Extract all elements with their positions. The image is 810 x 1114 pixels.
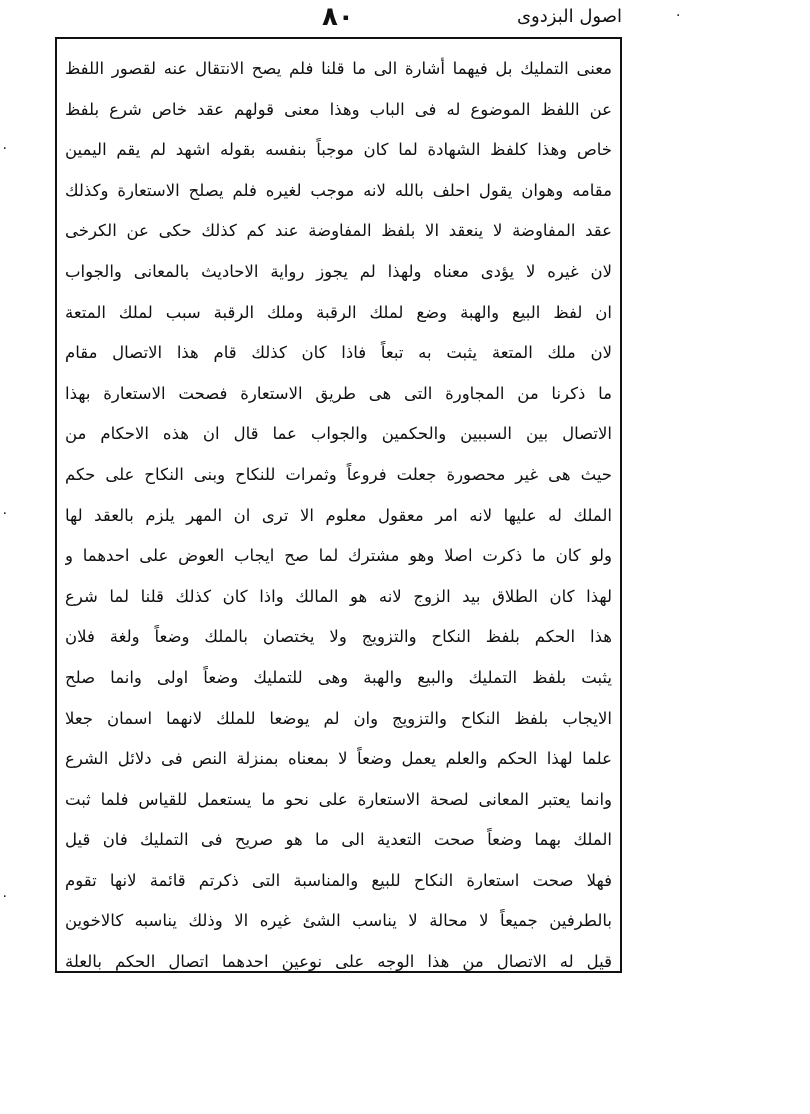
text-line-21: فهلا صحت استعارة النكاح للبيع والمناسبة التى ذكرتم قائمة لانها تقوم <box>65 870 612 890</box>
body-text <box>65 49 612 983</box>
text-line-5: عقد المفاوضة لا ينعقد الا بلفظ المفاوضة عند كم كذلك حكى عن الكرخى <box>65 221 612 241</box>
text-line-19: وانما يعتبر المعانى لصحة الاستعارة على نحو ما يستعمل للقياس فلما ثبت <box>65 789 612 809</box>
text-line-16: يثبت بلفظ التمليك والبيع والهبة وهى للتمليك وضعاً اولى وانما صلح <box>65 667 612 687</box>
text-line-7: ان لفظ البيع والهبة وضع لملك الرقبة وملك الرقبة سبب لملك المتعة <box>65 302 612 322</box>
text-line-10: الاتصال بين السببين والحكمين والجواب عما قال ان هذه الاحكام من <box>65 424 612 444</box>
text-line-13: ولو كان ما ذكرت اصلا وهو مشترك لما صح ايجاب العوض على احدهما و <box>65 546 612 566</box>
text-line-8: لان ملك المتعة يثبت به تبعاً فاذا كان كذلك قام هذا الاتصال مقام <box>65 343 612 363</box>
text-line-4: مقامه وهوان يقول احلف بالله لانه موجب لغيره فلم يصلح الاستعارة وكذلك <box>65 180 612 200</box>
text-line-20: الملك بهما وضعاً صحت التعدية الى ما هو صريح فى التمليك فان قيل <box>65 830 612 850</box>
text-line-22: بالطرفين جميعاً لا محالة لا يناسب الشئ غيره الا وذلك يناسبه كالاخوين <box>65 911 612 931</box>
text-line-9: ما ذكرنا من المجاورة التى هى طريق الاستعارة فصحت الاستعارة بهذا <box>65 383 612 403</box>
running-title: اصول البزدوى <box>516 6 622 27</box>
text-line-2: عن اللفظ الموضوع له فى الباب وهذا معنى قولهم عقد خاص شرع بلفظ <box>65 99 612 119</box>
text-line-23: قيل له الاتصال من هذا الوجه على نوعين احدهما اتصال الحكم بالعلة <box>65 952 612 972</box>
text-line-11: حيث هى غير محصورة جعلت فروعاً وثمرات للنكاح وبنى النكاح على حكم <box>65 464 612 484</box>
page-number: ٨٠ <box>322 2 354 32</box>
scan-speck: ٠ <box>1 140 9 156</box>
text-line-1: معنى التمليك بل فيهما أشارة الى ما قلنا فلم يصح الانتقال عنه لقصور اللفظ <box>65 59 612 78</box>
text-line-6: لان غيره لا يؤدى معناه ولهذا لم يجوز رواية الاحاديث بالمعانى والجواب <box>65 261 612 281</box>
scan-speck: ٠ <box>1 888 9 904</box>
page-header <box>52 2 622 40</box>
text-frame <box>55 37 622 973</box>
scan-speck: · <box>676 8 681 24</box>
text-line-12: الملك له عليها لانه امر معقول معلوم الا ترى ان المهر يلزم بالعقد لها <box>65 505 612 525</box>
text-line-17: الايجاب بلفظ النكاح والتزويج وان لم يوضعا للملك لانهما اسمان جعلا <box>65 708 612 728</box>
text-line-14: لهذا كان الطلاق بيد الزوج لانه هو المالك واذا كان كذلك قلنا لما شرع <box>65 586 612 606</box>
text-line-3: خاص وهذا كلفظ الشهادة لما كان موجباً بنفسه بقوله اشهد لم يقم اليمين <box>65 140 612 160</box>
scan-speck: ٠ <box>1 505 9 521</box>
text-line-18: علما لهذا الحكم والعلم يعمل وضعاً لا بمعناه بمنزلة النص فى دلائل الشرع <box>65 749 612 769</box>
text-line-15: هذا الحكم بلفظ النكاح والتزويج ولا يختصان بالملك وضعاً ولغة فلان <box>65 627 612 647</box>
